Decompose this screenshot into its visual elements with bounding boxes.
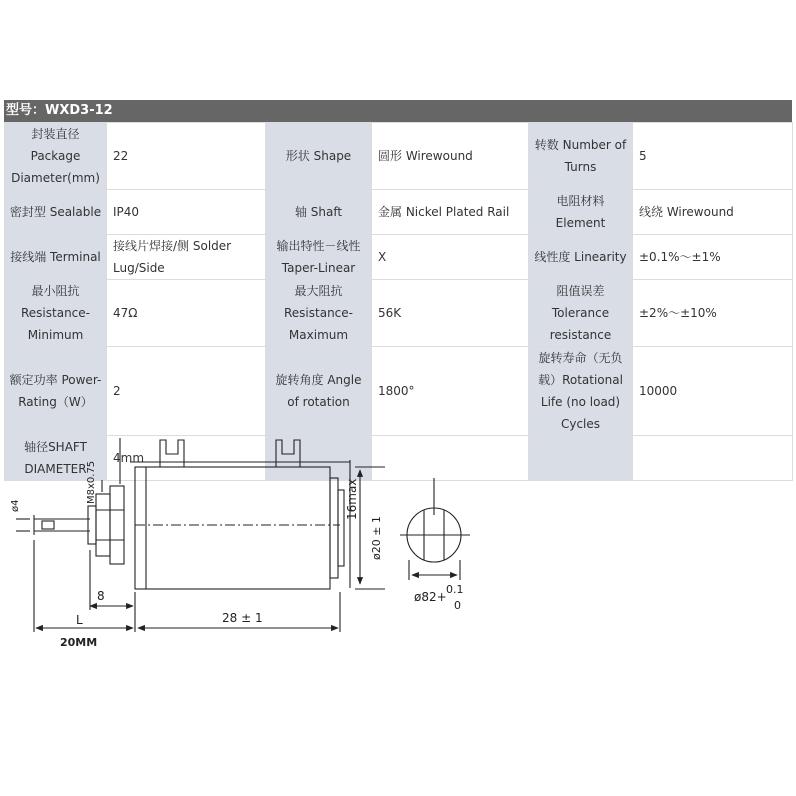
spec-label: 额定功率 Power-Rating（W） (5, 347, 107, 436)
shaft-outline (34, 515, 90, 535)
end-view (400, 478, 470, 580)
model-title-bar (4, 100, 792, 122)
dim-tol-up: 0.1 (446, 583, 464, 596)
dim-20mm: 20MM (60, 636, 98, 649)
spec-label: 接线端 Terminal (5, 235, 107, 280)
spec-label: 转数 Number of Turns (529, 123, 633, 190)
dim-shaft-dia: ø4 (10, 499, 21, 512)
dimension-drawing (0, 420, 796, 660)
dim-body-len: 28 ± 1 (222, 611, 263, 625)
spec-label: 形状 Shape (266, 123, 372, 190)
spec-label: 轴径SHAFT DIAMETER (5, 436, 107, 481)
table-row (5, 235, 793, 280)
spec-label: 电阻材料 Element (529, 190, 633, 235)
table-row (5, 280, 793, 347)
body-outline (135, 467, 344, 589)
spec-value: 22 (107, 123, 266, 190)
spec-value: 金属 Nickel Plated Rail (372, 190, 529, 235)
dim-dia-82: ø82+ (414, 590, 447, 604)
spec-label: 阻值误差 Tolerance resistance (529, 280, 633, 347)
dim-tol-low: 0 (454, 599, 461, 612)
dim-bush-len: 8 (97, 589, 105, 603)
terminal-lugs (130, 440, 350, 588)
spec-value: ±2%～±10% (633, 280, 793, 347)
dim-dia-20: ø20 ± 1 (370, 516, 383, 560)
spec-label: 线性度 Linearity (529, 235, 633, 280)
spec-value: 10000 (633, 347, 793, 436)
spec-label: 旋转角度 Angle of rotation (266, 347, 372, 436)
spec-label: 密封型 Sealable (5, 190, 107, 235)
spec-value: 线绕 Wirewound (633, 190, 793, 235)
dim-16max: 16max (345, 478, 359, 520)
spec-label: 最大阻抗 Resistance-Maximum (266, 280, 372, 347)
spec-label: 封装直径 Package Diameter(mm) (5, 123, 107, 190)
spec-label: 轴 Shaft (266, 190, 372, 235)
spec-value: 1800° (372, 347, 529, 436)
spec-label: 输出特性－线性 Taper-Linear (266, 235, 372, 280)
spec-value: 接线片焊接/侧 Solder Lug/Side (107, 235, 266, 280)
table-row (5, 190, 793, 235)
spec-value: 4mm (107, 436, 266, 481)
spec-value: ±0.1%～±1% (633, 235, 793, 280)
dim-L: L (76, 613, 83, 627)
spec-value: 56K (372, 280, 529, 347)
spec-label: 最小阻抗 Resistance-Minimum (5, 280, 107, 347)
spec-value: X (372, 235, 529, 280)
spec-value: 5 (633, 123, 793, 190)
spec-label: 旋转寿命（无负载）Rotational Life (no load) Cycles (529, 347, 633, 436)
spec-value: 47Ω (107, 280, 266, 347)
table-row (5, 123, 793, 190)
model-title: 型号：WXD3-12 (6, 103, 113, 118)
dim-thread: M8x0.75 (86, 460, 97, 504)
spec-value: IP40 (107, 190, 266, 235)
spec-value: 2 (107, 347, 266, 436)
spec-value: 圆形 Wirewound (372, 123, 529, 190)
